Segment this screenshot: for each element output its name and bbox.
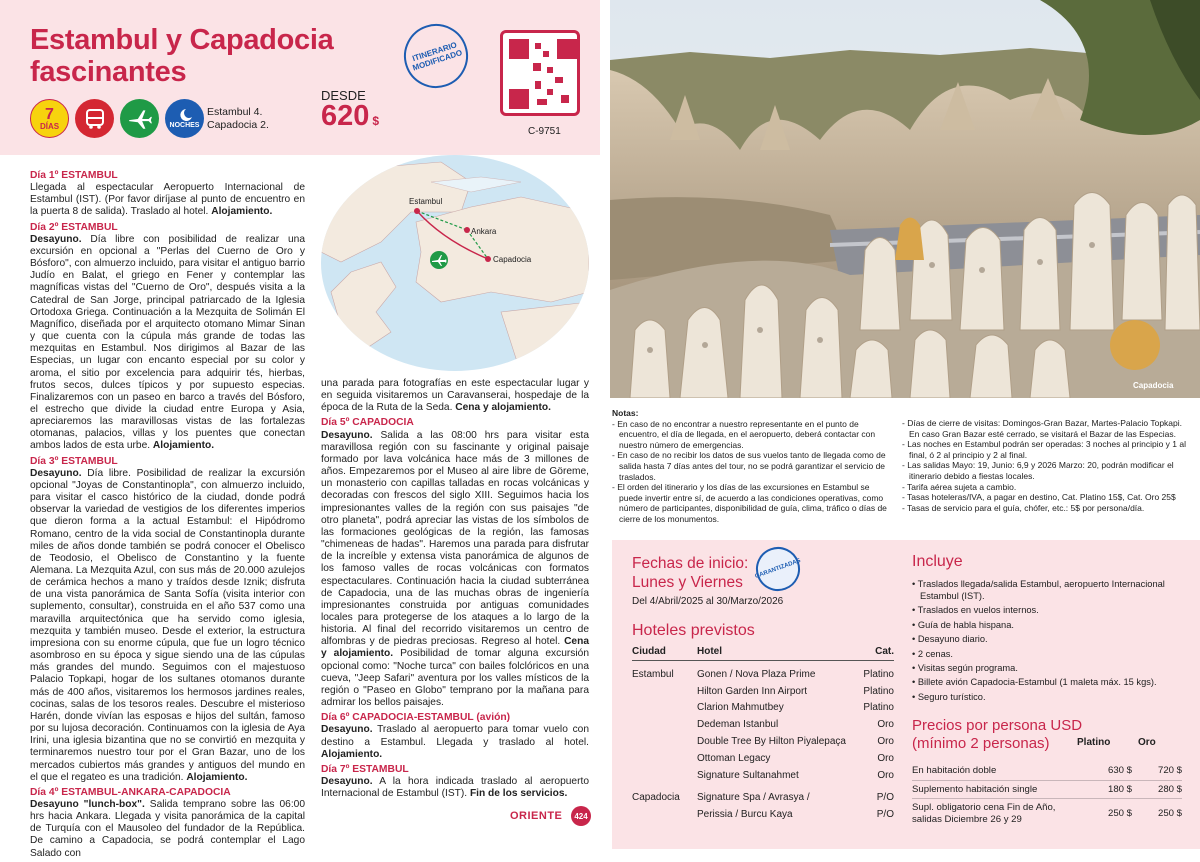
prices-table [912,762,1182,828]
nights-badge [165,99,204,138]
photo-caption: Capadocia [1133,381,1174,390]
include-item: • Traslados llegada/salida Estambul, aeropuerto Internacional Estambul (IST). [912,578,1182,602]
price-row [912,762,1182,781]
include-item: • Seguro turístico. [912,691,1182,703]
stay-estambul: Estambul 4. [207,106,263,118]
price [321,100,379,133]
day-body: A la hora indicada traslado al aeropuerto Internacional de Estambul (IST). [321,776,589,800]
hotels-header-hotel: Hotel [697,646,722,657]
hotels-title: Hoteles previstos [632,622,755,639]
include-item: • Guía de habla hispana. [912,619,1182,631]
prices-header-platino: Platino [1077,737,1111,748]
hotel-row [632,733,894,750]
day-bold-end: Cena y alojamiento. [455,402,551,414]
include-item: • Desayuno diario. [912,633,1182,645]
tour-code: C-9751 [528,126,561,137]
includes-list [912,578,1182,705]
stays [207,106,269,132]
price-oro: 250 $ [1157,808,1182,819]
trip-badges [30,99,204,138]
hotel-row [632,666,894,683]
cappadocia-photo [610,0,1200,398]
map-label-ankara: Ankara [471,227,497,236]
map-label-capadocia: Capadocia [493,255,532,264]
day-text [321,724,589,760]
hotel-row [632,716,894,733]
prices-title [912,717,1082,753]
day-text [30,799,305,860]
start-dates-title [632,554,748,592]
hotel-city: Capadocia [632,792,680,804]
day-heading: Día 7º ESTAMBUL [321,763,409,775]
hotel-name: Double Tree By Hilton Piyalepaça [697,736,846,748]
day-heading: Día 5º CAPADOCIA [321,417,414,429]
day-heading: Día 1º ESTAMBUL [30,170,118,181]
day-heading: Día 6º CAPADOCIA-ESTAMBUL (avión) [321,712,511,724]
itinerary-modified-stamp: ITINERARIO MODIFICADO [396,16,477,97]
hotel-category: Platino [863,668,894,680]
day-bold-start: Desayuno. [321,776,373,787]
price-platino: 630 $ [1107,765,1132,777]
city-marker-ankara [464,227,470,233]
include-item: • Billete avión Capadocia-Estambul (1 maleta máx. 15 kgs). [912,676,1182,688]
day-text [30,468,305,784]
day-body-after: Posibilidad de tomar alguna excursión opcional como: "Noche turca" con bailes folclóricos en una cueva, "Jeep Safari" aventura por los valles místicos de la región o "Paseo en Globo" temprano por la mañana para admirar los bellos paisajes. [321,648,589,709]
itinerary-column-1 [30,167,305,862]
day-body: una parada para fotografías en este espectacular lugar y en seguida visitaremos un Caravanserai, hospedaje de la época de la Ruta de la Seda. [321,378,589,414]
day-bold-end: Alojamiento. [321,748,383,760]
hotel-category: Platino [863,702,894,714]
include-item: • Visitas según programa. [912,662,1182,674]
days-label: DÍAS [39,121,60,131]
hotels-table [632,646,894,823]
route-map [321,152,589,374]
days-number: 7 [45,105,54,123]
price-platino: 250 $ [1107,808,1132,819]
hotel-name: Dedeman Istanbul [697,719,779,731]
guaranteed-badge: GARANTIZADAS [750,541,806,597]
day-bold-end: Alojamiento. [152,440,215,452]
day-bold-end: Cena y alojamiento. [321,636,589,660]
note-item: - Tasas hoteleras/IVA, a pagar en destino, Cat. Platino 15$, Cat. Oro 25$ [902,492,1187,503]
hotel-name: Perissia / Burcu Kaya [697,809,793,821]
day-text [30,182,305,218]
hotel-row [632,790,894,807]
section-footer: ORIENTE [510,810,563,822]
note-item: - Tarifa aérea sujeta a cambio. [902,482,1187,493]
day-heading: Día 3º ESTAMBUL [30,455,118,467]
day-text [321,776,589,800]
city-marker-estambul [414,208,420,214]
day-body: Día libre con posibilidad de realizar una excursión en opcional a "Perlas del Cuerno de Oro y Bósforo", con almuerzo incluido, para visitar el antiguo barrio Judío en Balat, el griego en Fener y contemplar las magníficas vistas del "Cuerno de Oro", después visita a la Catedral de San Jorge, principal patriarcado de la Iglesia Ortodoxa Griega. Continuación a la Mezquita de Solimán El Magnífico, diseñada por el arquitecto otomano Mimar Sinan y que cuenta con la cúpula más grande de todas las mezquitas en Estambul. Nos dirigimos al Bazar de las Especias, un lugar con encanto especial por su color y aroma, el sitio por excelencia para adquirir tés, hierbas, frutos secos, dulces típicos y por supuesto especias. Finalizaremos con un paseo en barco a través del Bósforo, el estrecho que divide la ciudad entre Europa y Asia, apreciaremos las maravillosas vistas de las fortalezas otomanas, palacios, villas y los puentes que conectan ambos lados de esta urbe. [30,233,305,452]
prices-title-line1: Precios por persona USD [912,717,1083,734]
note-item: - Tasas de servicio para el guía, chófer, etc.: 5$ por persona/día. [902,503,1187,514]
hotel-category: Oro [877,719,894,731]
day-text [30,234,305,453]
hotels-table-header [632,646,894,661]
day-bold-end: Alojamiento. [211,206,273,218]
prices-title-line2: (mínimo 2 personas) [912,735,1050,752]
day-heading: Día 4º ESTAMBUL-ANKARA-CAPADOCIA [30,786,231,798]
hotel-category: Oro [877,769,894,781]
hotel-category: Oro [877,736,894,748]
hotel-row [632,750,894,767]
price-label: Supl. obligatorio cena Fin de Año, salidas Diciembre 26 y 29 [912,802,1056,825]
hotel-name: Hilton Garden Inn Airport [697,685,808,697]
notes-right [902,418,1187,513]
start-dates-range: Del 4/Abril/2025 al 30/Marzo/2026 [632,596,784,607]
hotel-category: P/O [876,792,894,804]
day-text [321,378,589,414]
day-bold-start: Desayuno "lunch-box". [30,798,145,810]
start-dates-title-line2: Lunes y Viernes [632,574,743,591]
note-item: - Las noches en Estambul podrán ser operadas: 3 noches al principio y 1 al final, ó 2 al principio y 2 al final. [902,439,1187,460]
day-bold-start: Desayuno. [321,429,373,441]
hotels-header-city: Ciudad [632,646,666,657]
day-body: Salida temprano sobre las 06:00 hrs hacia Ankara. Llegada y visita panorámica de la capital de Turquía con el Mausoleo del fundador de la República. De camino a Capadocia, se podrá contemplar el Lago Salado con [30,798,305,859]
day-bold-start: Desayuno. [30,233,82,245]
bus-icon [75,99,114,138]
note-item: - El orden del itinerario y los días de las excursiones en Estambul se puede invertir entre sí, de acuerdo a las condiciones operativas, como número de participantes, disponibilidad de guía, clima, tráfico o días de cierre de los monumentos. [612,482,888,524]
includes-title: Incluye [912,553,963,570]
hotel-name: Ottoman Legacy [697,752,771,764]
include-item: • Traslados en vuelos internos. [912,604,1182,616]
prices-header-oro: Oro [1138,737,1156,748]
hotel-name: Gonen / Nova Plaza Prime [697,668,816,680]
hotel-category: Oro [877,752,894,764]
price-platino: 180 $ [1107,783,1132,795]
hotel-row [632,806,894,823]
include-item: • 2 cenas. [912,648,1182,660]
map-label-estambul: Estambul [409,197,443,206]
stay-capadocia: Capadocia 2. [207,119,269,131]
city-marker-capadocia [485,256,491,262]
hotel-name: Signature Sultanahmet [697,769,799,781]
day-bold-end: Fin de los servicios. [469,788,568,800]
price-label: En habitación doble [912,765,997,776]
note-item: - Las salidas Mayo: 19, Junio: 6,9 y 2026 Marzo: 20, podrán modificar el itinerario debido a fiestas locales. [902,460,1187,481]
page-title: Estambul y Capadocia fascinantes [30,24,334,88]
hotels-header-cat: Cat. [875,646,894,657]
price-from-label: DESDE [321,88,366,103]
price-currency: $ [372,114,380,128]
page-number: 424 [571,806,591,826]
hotel-row [632,767,894,784]
left-page [0,0,600,859]
day-bold-end: Alojamiento. [186,771,248,783]
nights-label: NOCHES [169,122,200,129]
price-row [912,781,1182,800]
note-item: - Días de cierre de visitas: Domingos-Gran Bazar, Martes-Palacio Topkapi. En caso Gran Bazar esté cerrado, se visitará el Bazar de las Especias. [902,418,1187,439]
price-oro: 280 $ [1157,783,1182,795]
note-item: - En caso de no encontrar a nuestro representante en el punto de encuentro, el día de llegada, en el aeropuerto, deberá contactar con nuestro número de emergencias. [612,419,888,451]
start-dates-title-line1: Fechas de inicio: [632,555,749,572]
notes-left [612,408,888,525]
notes-heading: Notas: [612,408,639,418]
price-oro: 720 $ [1157,765,1182,777]
qr-code[interactable] [500,30,580,116]
day-text [321,430,589,710]
price-label: Suplemento habitación single [912,783,1038,795]
hotel-row [632,683,894,700]
day-bold-start: Desayuno. [30,467,82,479]
moon-icon [177,108,193,122]
day-bold-start: Desayuno. [321,724,373,736]
hotel-name: Clarion Mahmutbey [697,702,784,714]
day-body: Día libre. Posibilidad de realizar la excursión opcional "Joyas de Constantinopla", con almuerzo incluido, para visitar el casco histórico de la ciudad, donde podrá observar la variedad de vestigios de los diferentes imperios que dieron forma a la actual Estambul: el Hipódromo Romano, centro de la vida social de Constantinopla durante miles de años donde también se podrá conocer el Obelisco de Teodosio, el Obelisco de Constantino y la fuente Alemana. La Mezquita Azul, con sus más de 20.000 azulejos de cerámica hechos a mano y traídos desde Iznik; disfruta de una vista panorámica de Santa Sofía (visita interior con suplemento, consultar), construida en el año 537 como una maravilla arquitectónica que ha servido como iglesia, mezquita y también museo. Desde el exterior, la estructura impresiona con su enorme cúpula, que fue un logro técnico asombroso en su época y sigue siendo una de las cúpulas más grandes del mundo. Seguimos con el majestuoso Palacio Topkapi, hogar de los sultanes otomanos durante más de 400 años, visitaremos los hermosos jardines reales, cocinas, salas de los tesoros reales. Descubre el misterioso Harén, donde vivían las esposas e hijos del sultán, famoso por su lujosa decoración. Continuamos con la iglesia de Aya Irini, una iglesia bizantina que no se convirtió en mezquita y terminaremos nuestro tour por el Gran Bazar, uno de los mercados cubiertos más grandes y antiguos del mundo en el que el regateo es una tradición. [30,467,305,783]
hotel-category: P/O [876,809,894,821]
days-badge [30,99,69,138]
hotel-row [632,700,894,717]
note-item: - En caso de no recibir los datos de sus vuelos tanto de llegada como de salida hasta 7 días antes del tour, no se podrá garantizar el servicio de traslados. [612,450,888,482]
day-body: Llegada al espectacular Aeropuerto Internacional de Estambul (IST). (Por favor diríjase al punto de encuentro en la puerta 8 de salida). Traslado al hotel. [30,182,305,218]
hotel-city: Estambul [632,668,674,680]
day-body: Salida a las 08:00 hrs para visitar esta maravillosa región con su fascinante y original paisaje formado por lava volcánica hace más de 3 millones de años. Empezaremos por el Museo al aire libre de Göreme, un monasterio con capillas talladas en rocas volcánicas y decoradas con frescos del siglo XIII. Seguimos hacia los impresionantes valles de la región con sus paisajes "de otro planeta", podrá apreciar las vistas de los símbolos de las formaciones geológicas de la región, las famosas "chimeneas de hadas". Haremos una parada para disfrutar de la increíble y extensa vista panorámica de algunos de los famoso valles de rocas volcánicas con formatos espectaculares. Continuación hacia la ciudad subterránea de Capadocia, una de las muchas obras de ingeniería impresionantes construida por antiguas comunidades locales para protegerse de los ataques a lo largo de la historia. Al final del recorrido visitaremos un centro de alfombras y de piedras preciosas. Regreso al hotel. [321,429,589,648]
day-body: Traslado al aeropuerto para tomar vuelo con destino a Estambul. Llegada y traslado al hotel. [321,724,589,748]
itinerary-column-2 [321,378,589,802]
hotel-name: Signature Spa / Avrasya / [697,792,810,804]
price-value: 620 [321,100,370,132]
price-row [912,799,1182,828]
plane-icon [120,99,159,138]
hotel-category: Platino [863,685,894,697]
day-heading: Día 2º ESTAMBUL [30,221,118,233]
